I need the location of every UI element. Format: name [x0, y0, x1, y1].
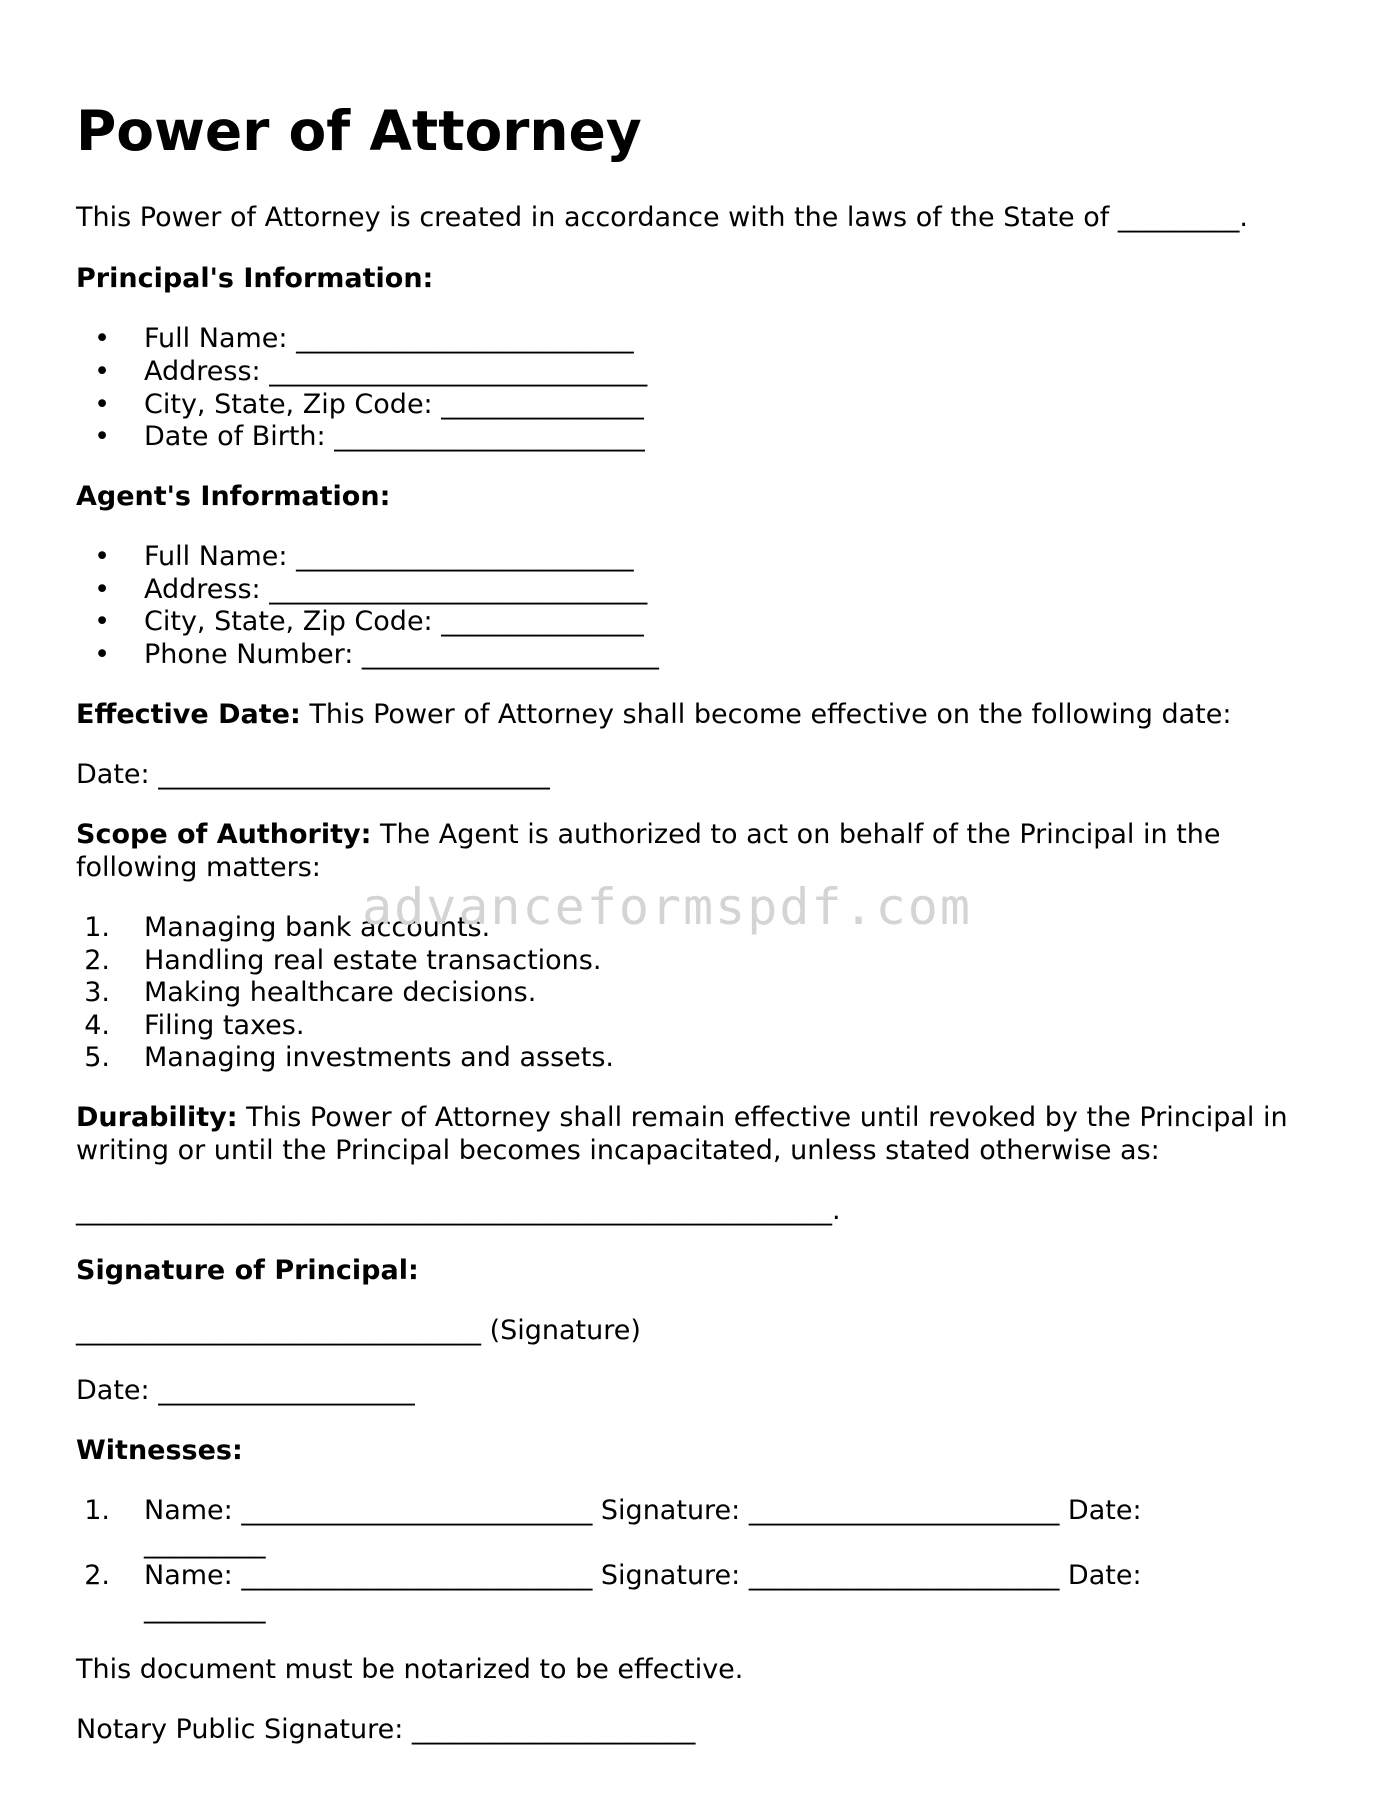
bullet-icon: •	[94, 323, 110, 354]
principal-signature-date-field: Date: ___________________	[76, 1375, 415, 1406]
agent-phone-number-field: Phone Number: ______________________	[144, 639, 659, 670]
scope-label: Scope of Authority:	[76, 819, 372, 850]
notary-signature-field: Notary Public Signature: _____________________	[76, 1714, 696, 1745]
durability-paragraph-line-1	[76, 1101, 1288, 1134]
durability-text: This Power of Attorney shall remain effective until revoked by the Principal in	[237, 1102, 1288, 1133]
list-number: 3.	[84, 977, 110, 1008]
bullet-icon: •	[94, 639, 110, 670]
watermark: advanceformspdf.com	[362, 878, 972, 936]
bullet-icon: •	[94, 606, 110, 637]
principal-heading: Principal's Information:	[76, 263, 434, 294]
bullet-icon: •	[94, 356, 110, 387]
witness-2-date-field: _________	[144, 1593, 266, 1624]
list-number: 2.	[84, 1560, 110, 1591]
principal-full-name-field: Full Name: _________________________	[144, 323, 634, 354]
durability-paragraph-line-2: writing or until the Principal becomes incapacitated, unless stated otherwise as:	[76, 1135, 1160, 1166]
bullet-icon: •	[94, 389, 110, 420]
agent-full-name-field: Full Name: _________________________	[144, 541, 634, 572]
witnesses-heading: Witnesses:	[76, 1435, 243, 1466]
principal-address-field: Address: ____________________________	[144, 356, 648, 387]
bullet-icon: •	[94, 574, 110, 605]
durability-label: Durability:	[76, 1102, 238, 1133]
agent-address-field: Address: ____________________________	[144, 574, 648, 605]
effective-date-text: This Power of Attorney shall become effective on the following date:	[300, 699, 1232, 730]
scope-item: Making healthcare decisions.	[144, 977, 537, 1008]
effective-date-label: Effective Date:	[76, 699, 301, 730]
intro-text: This Power of Attorney is created in accordance with the laws of the State of _________.	[76, 202, 1248, 233]
effective-date-field: Date: _____________________________	[76, 759, 550, 790]
signature-heading: Signature of Principal:	[76, 1255, 419, 1286]
scope-item: Handling real estate transactions.	[144, 945, 602, 976]
principal-signature-field: ______________________________ (Signature)	[76, 1315, 641, 1346]
scope-item: Filing taxes.	[144, 1010, 305, 1041]
scope-paragraph-line-1	[76, 818, 1221, 851]
agent-heading: Agent's Information:	[76, 481, 391, 512]
scope-item: Managing bank accounts.	[144, 912, 491, 943]
durability-blank-field: ________________________________________________________.	[76, 1195, 841, 1226]
scope-paragraph-line-2: following matters:	[76, 852, 321, 883]
document-title: Power of Attorney	[76, 99, 642, 163]
list-number: 1.	[84, 912, 110, 943]
list-number: 4.	[84, 1010, 110, 1041]
bullet-icon: •	[94, 421, 110, 452]
notary-note: This document must be notarized to be effective.	[76, 1654, 744, 1685]
bullet-icon: •	[94, 541, 110, 572]
list-number: 5.	[84, 1042, 110, 1073]
scope-item: Managing investments and assets.	[144, 1042, 614, 1073]
list-number: 1.	[84, 1495, 110, 1526]
agent-city-state-zip-field: City, State, Zip Code: _______________	[144, 606, 644, 637]
principal-date-of-birth-field: Date of Birth: _______________________	[144, 421, 645, 452]
effective-date-paragraph	[76, 698, 1231, 731]
scope-text: The Agent is authorized to act on behalf of the Principal in the	[371, 819, 1221, 850]
witness-1-date-field: _________	[144, 1528, 266, 1559]
witness-2-field: Name: __________________________ Signature: _______________________ Date:	[144, 1560, 1142, 1591]
list-number: 2.	[84, 945, 110, 976]
principal-city-state-zip-field: City, State, Zip Code: _______________	[144, 389, 644, 420]
witness-1-field: Name: __________________________ Signature: _______________________ Date:	[144, 1495, 1142, 1526]
